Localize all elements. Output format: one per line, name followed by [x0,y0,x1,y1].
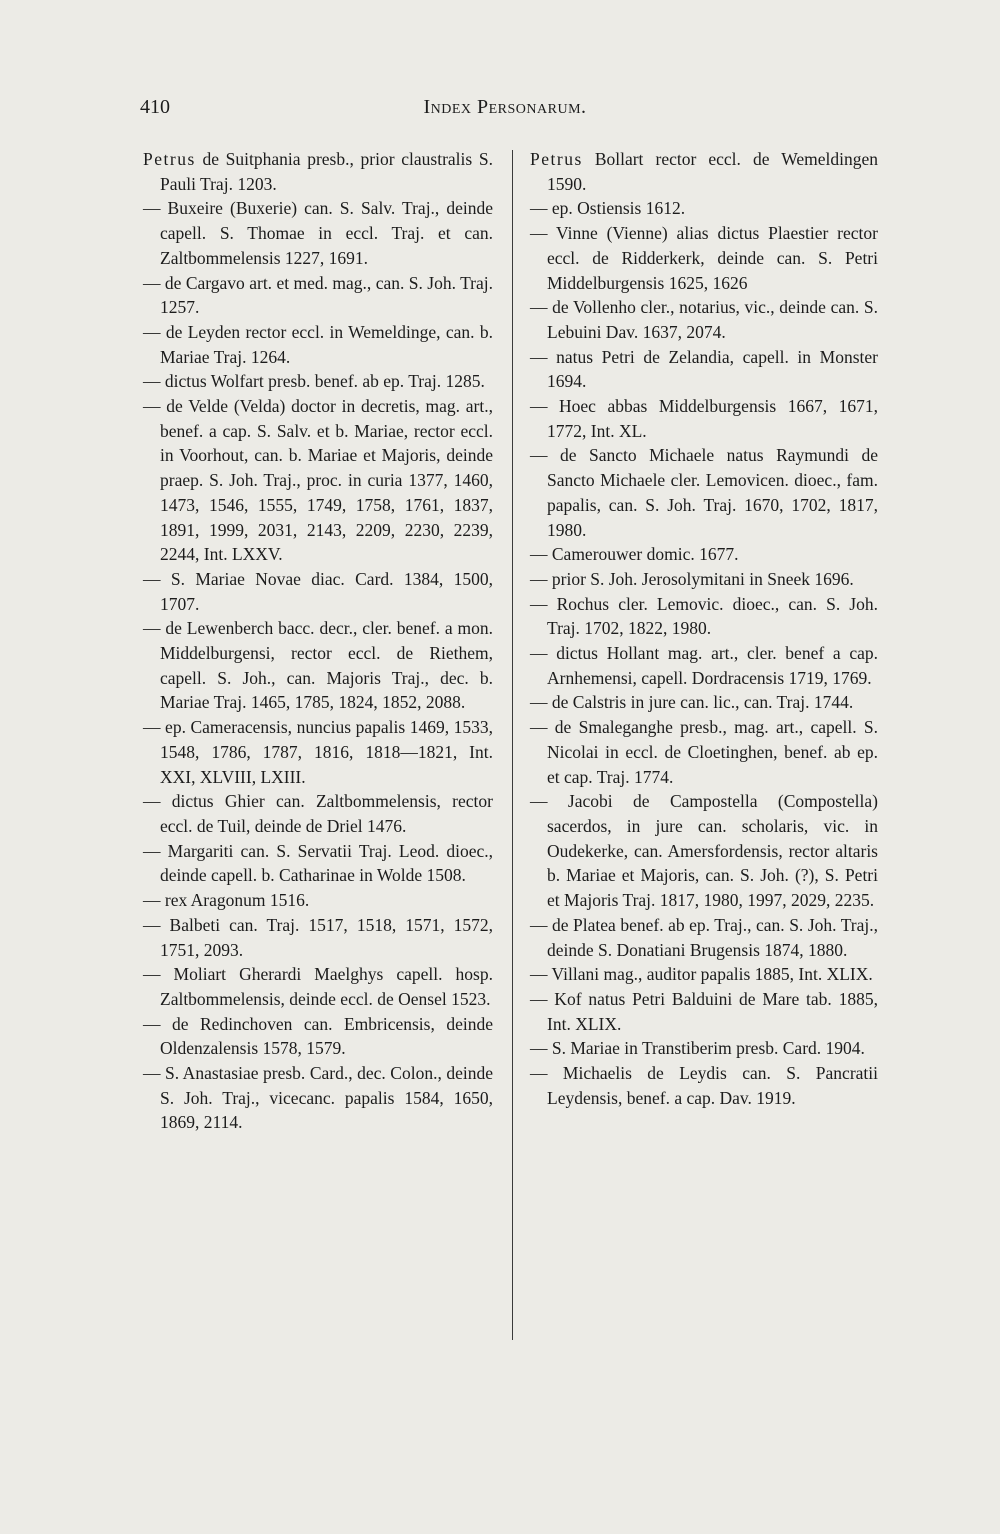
entry-text: — Hoec abbas Middelburgensis 1667, 1671, 1772, Int. XL. [530,396,878,441]
entry-text: de Suitphania presb., prior claustralis S. Pauli Traj. 1203. [160,149,493,194]
left-column [143,147,493,1135]
index-entry [530,592,878,641]
index-entry [530,567,878,592]
index-entry [530,690,878,715]
index-entry [530,295,878,344]
entry-text: — de Redinchoven can. Embricensis, deinde Oldenzalensis 1578, 1579. [143,1013,493,1059]
index-entry [143,320,493,369]
entry-text: — Margariti can. S. Servatii Traj. Leod. dioec., deinde capell. b. Catharinae in Wolde 1508. [143,840,493,886]
entry-text: — de Vollenho cler., notarius, vic., deinde can. S. Lebuini Dav. 1637, 2074. [530,297,878,342]
index-entry [143,839,493,888]
index-entry [143,567,493,616]
entry-text: — Moliart Gherardi Maelghys capell. hosp. Zaltbommelensis, deinde eccl. de Oensel 1523. [143,964,493,1009]
entry-text: — Jacobi de Campostella (Compostella) sacerdos, in jure can. scholaris, vic. in Oudekerke, can. Amersfordensis, rector altaris b. Mariae et Majoris, can. S. Joh. (?), S. Petri et Majoris Traj. 1817, 1980, 1997, 2029, 2235. [530,791,878,911]
index-entry [530,221,878,295]
index-entry [530,641,878,690]
entry-text: — Michaelis de Leydis can. S. Pancratii Leydensis, benef. a cap. Dav. 1919. [530,1063,878,1108]
page-header [140,96,870,126]
entry-text: — prior S. Joh. Jerosolymitani in Sneek 1696. [530,568,854,589]
index-entry [143,394,493,567]
index-entry [530,443,878,542]
index-entry [143,789,493,838]
index-entry [530,913,878,962]
entry-text: — de Cargavo art. et med. mag., can. S. Joh. Traj. 1257. [143,272,493,318]
entry-text: — dictus Hollant mag. art., cler. benef a cap. Arnhemensi, capell. Dordracensis 1719, 1769. [530,643,878,688]
entry-text: — de Leyden rector eccl. in Wemeldinge, can. b. Mariae Traj. 1264. [143,321,493,367]
index-entry [143,369,493,394]
entry-text: — rex Aragonum 1516. [143,890,310,911]
index-entry [530,345,878,394]
entry-text: — ep. Cameracensis, nuncius papalis 1469, 1533, 1548, 1786, 1787, 1816, 1818—1821, Int. XXI, XLVIII, LXIII. [143,717,493,787]
entry-text: — Buxeire (Buxerie) can. S. Salv. Traj., deinde capell. S. Thomae in eccl. Traj. et can. Zaltbommelensis 1227, 1691. [143,198,493,268]
index-entry [143,616,493,715]
entry-text: — Camerouwer domic. 1677. [530,544,739,565]
index-entry [530,715,878,789]
index-entry [143,913,493,962]
index-entry [143,1061,493,1135]
entry-lemma: Petrus [143,149,196,169]
index-entry [530,987,878,1036]
index-entry [143,715,493,789]
index-entry [530,196,878,221]
right-column [530,147,878,1110]
entry-text: — natus Petri de Zelandia, capell. in Monster 1694. [530,346,878,392]
entry-text: — de Sancto Michaele natus Raymundi de Sancto Michaele cler. Lemovicen. dioec., fam. papalis, can. S. Joh. Traj. 1670, 1702, 1817, 1980. [530,445,878,540]
index-entry [530,394,878,443]
index-entry [143,196,493,270]
index-entry [143,271,493,320]
index-entry [530,147,878,196]
entry-text: — Kof natus Petri Balduini de Mare tab. 1885, Int. XLIX. [530,988,878,1034]
running-title: Index Personarum. [423,96,587,118]
entry-text: — de Lewenberch bacc. decr., cler. benef. a mon. Middelburgensi, rector eccl. de Riethem, capell. S. Joh., can. Majoris Traj., dec. b. Mariae Traj. 1465, 1785, 1824, 1852, 2088. [143,618,493,713]
index-entry [143,962,493,1011]
index-entry [530,542,878,567]
entry-text: — S. Anastasiae presb. Card., dec. Colon., deinde S. Joh. Traj., vicecanc. papalis 1584, 1650, 1869, 2114. [143,1063,493,1133]
entry-text: — S. Mariae in Transtiberim presb. Card. 1904. [530,1038,865,1059]
entry-text: — ep. Ostiensis 1612. [530,198,686,219]
entry-text: — de Velde (Velda) doctor in decretis, mag. art., benef. a cap. S. Salv. et b. Mariae, rector eccl. in Voorhout, can. b. Mariae et Majoris, deinde praep. S. Joh. Traj., proc. in curia 1377, 1460, 1473, 1546, 1555, 1749, 1758, 1761, 1837, 1891, 1999, 2031, 2143, 2209, 2230, 2239, 2244, Int. LXXV. [143,396,493,565]
column-divider [512,150,513,1340]
entry-text: — de Calstris in jure can. lic., can. Traj. 1744. [530,692,854,713]
index-entry [143,888,493,913]
index-entry [530,789,878,913]
entry-text: — dictus Ghier can. Zaltbommelensis, rector eccl. de Tuil, deinde de Driel 1476. [143,791,493,836]
entry-text: — de Smaleganghe presb., mag. art., capell. S. Nicolai in eccl. de Cloetinghen, benef. ab ep. et cap. Traj. 1774. [530,717,878,787]
entry-text: — Rochus cler. Lemovic. dioec., can. S. Joh. Traj. 1702, 1822, 1980. [530,593,878,639]
entry-text: — S. Mariae Novae diac. Card. 1384, 1500, 1707. [143,568,493,614]
entry-text: — de Platea benef. ab ep. Traj., can. S. Joh. Traj., deinde S. Donatiani Brugensis 1874, 1880. [530,914,878,960]
entry-lemma: Petrus [530,149,583,169]
entry-text: Bollart rector eccl. de Wemeldingen 1590. [547,149,878,194]
entry-text: — Villani mag., auditor papalis 1885, Int. XLIX. [530,964,873,985]
entry-text: — Vinne (Vienne) alias dictus Plaestier rector eccl. de Ridderkerk, deinde can. S. Petri Middelburgensis 1625, 1626 [530,223,878,293]
entry-text: — Balbeti can. Traj. 1517, 1518, 1571, 1572, 1751, 2093. [143,914,493,960]
entry-text: — dictus Wolfart presb. benef. ab ep. Traj. 1285. [143,371,485,392]
index-entry [530,1036,878,1061]
index-entry [530,962,878,987]
index-entry [143,147,493,196]
index-entry [530,1061,878,1110]
index-entry [143,1012,493,1061]
page-number: 410 [140,96,170,118]
